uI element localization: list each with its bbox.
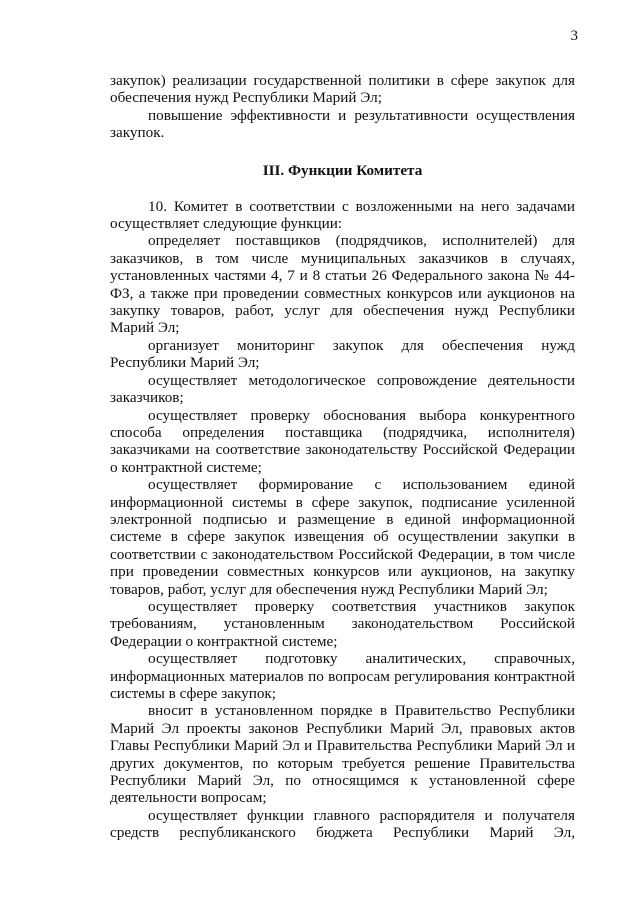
section-heading: III. Функции Комитета: [262, 161, 423, 179]
paragraph-function-suppliers: определяет поставщиков (подрядчиков, исполнителей) для заказчиков, в том числе муниципальных заказчиков в случаях, установленных частями 4, 7 и 8 статьи 26 Федерального закона № 44-ФЗ, а также при проведении совместных конкурсов или аукционов на закупку товаров, работ, услуг для обеспечения нужд Республики Марий Эл;: [110, 232, 575, 337]
paragraph-efficiency: повышение эффективности и результативности осуществления закупок.: [110, 106, 575, 142]
paragraph-function-participants: осуществляет проверку соответствия участников закупок требованиям, установленным законодательством Российской Федерации о контрактной системе;: [110, 597, 575, 650]
paragraph-function-monitoring: организует мониторинг закупок для обеспечения нужд Республики Марий Эл;: [110, 336, 575, 372]
paragraph-function-analytics: осуществляет подготовку аналитических, справочных, информационных материалов по вопросам регулирования контрактной системы в сфере закупок;: [110, 650, 575, 702]
paragraph-function-legislation: вносит в установленном порядке в Правительство Республики Марий Эл проекты законов Республики Марий Эл, правовых актов Главы Республики Марий Эл и Правительства Республики Марий Эл и других документов, по которым требуется решение Правительства Республики Марий Эл, по относящимся к установленной сфере деятельности вопросам;: [110, 702, 575, 807]
document-body: [110, 72, 575, 842]
paragraph-continuation: закупок) реализации государственной политики в сфере закупок для обеспечения нужд Республики Марий Эл;: [110, 72, 575, 107]
paragraph-function-methodology: осуществляет методологическое сопровождение деятельности заказчиков;: [110, 371, 575, 407]
paragraph-function-budget: осуществляет функции главного распорядителя и получателя средств республиканского бюджета Республики Марий Эл,: [110, 806, 575, 842]
paragraph-function-notices: осуществляет формирование с использованием единой информационной системы в сфере закупок, подписание усиленной электронной подписью и размещение в единой информационной системе в сфере закупок извещения об осуществлении закупки в соответствии с законодательством Российской Федерации, в том числе при проведении совместных конкурсов или аукционов, на закупку товаров, работ, услуг для обеспечения нужд Республики Марий Эл;: [110, 476, 575, 598]
page-number: 3: [570, 28, 578, 44]
paragraph-function-verification: осуществляет проверку обоснования выбора конкурентного способа определения поставщика (подрядчика, исполнителя) заказчиками на соответствие законодательству Российской Федерации о контрактной системе;: [110, 406, 575, 476]
paragraph-functions-intro: 10. Комитет в соответствии с возложенными на него задачами осуществляет следующие функции:: [110, 197, 575, 233]
